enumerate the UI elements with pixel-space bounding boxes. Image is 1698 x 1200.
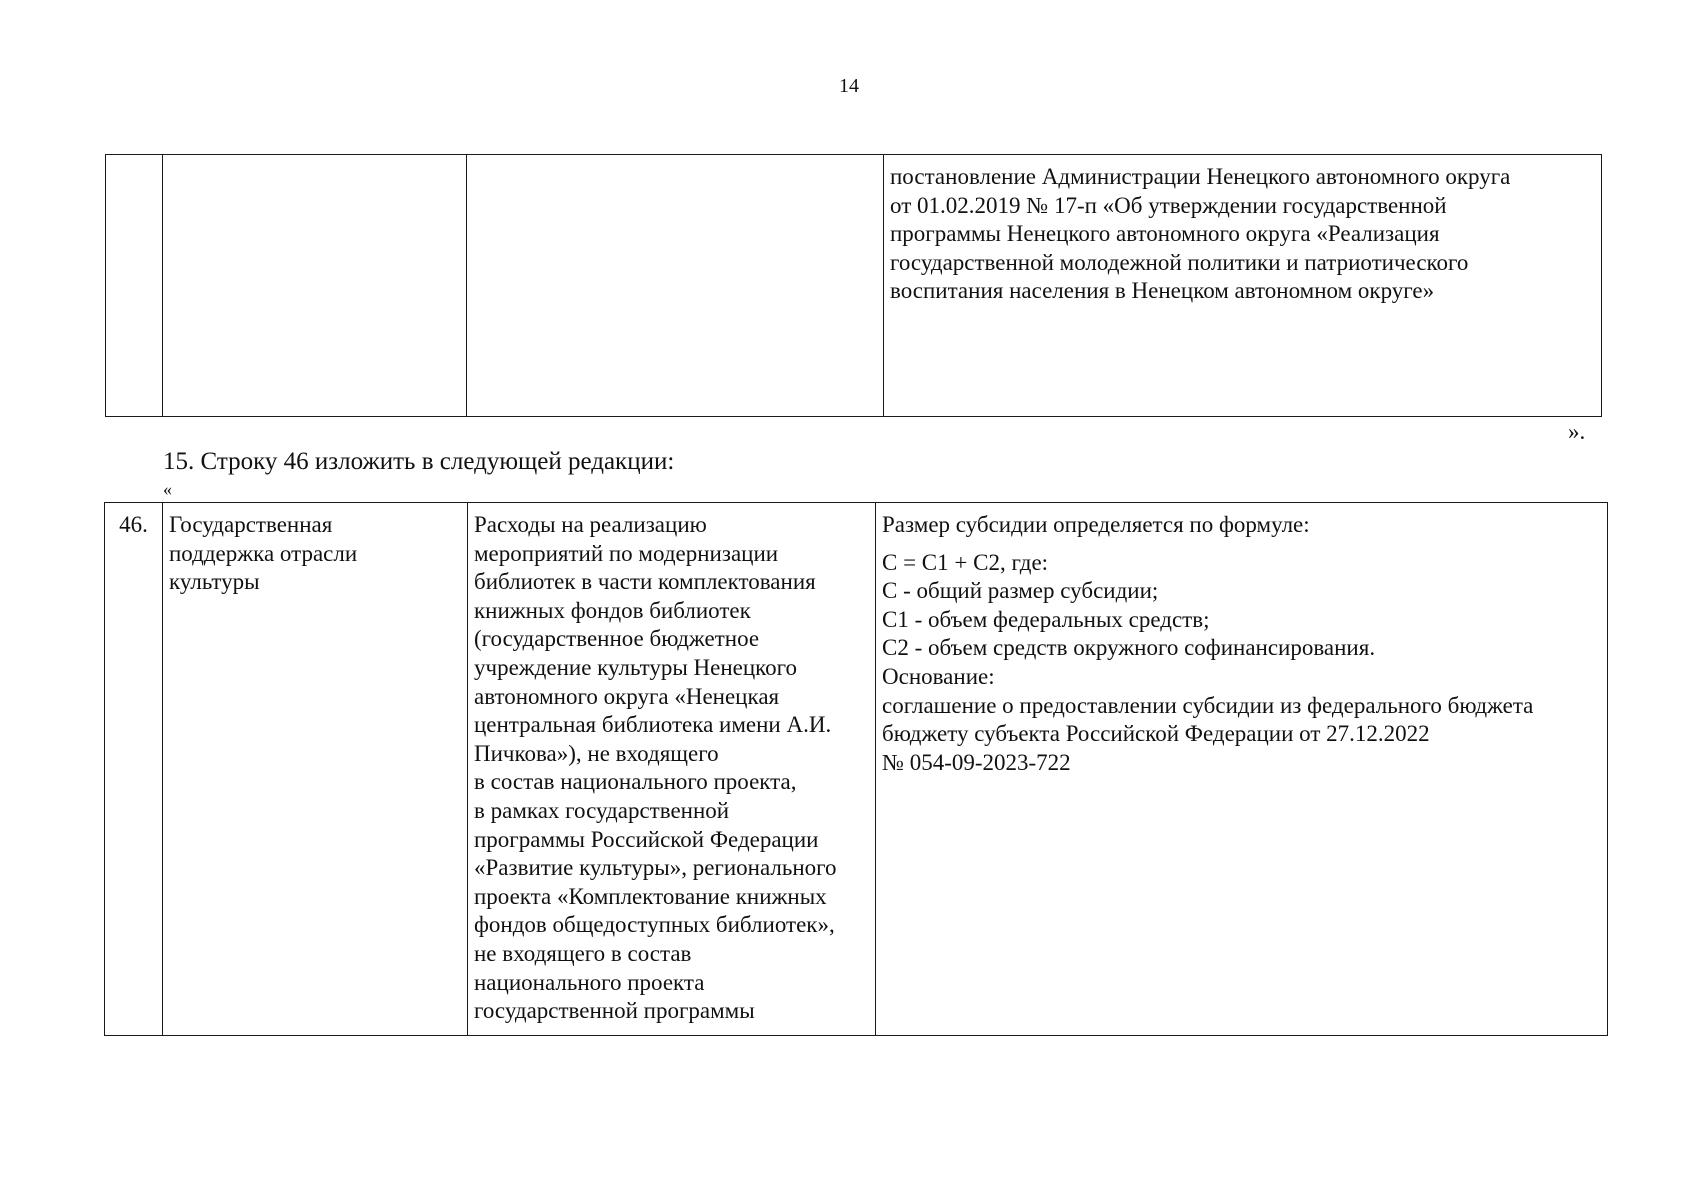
text-line: в рамках государственной bbox=[474, 797, 730, 823]
basis-text: соглашение о предоставлении субсидии из федерального бюджета bbox=[882, 692, 1534, 718]
cell-formula bbox=[876, 503, 1608, 1036]
basis-label: Основание: bbox=[882, 663, 995, 689]
text-line: не входящего в состав bbox=[474, 940, 692, 966]
cell-name bbox=[163, 155, 467, 417]
text-line: постановление Администрации Ненецкого автономного округа bbox=[890, 164, 1511, 189]
cell-description bbox=[467, 155, 884, 417]
basis-text bbox=[884, 155, 1601, 306]
text-line: государственной молодежной политики и патриотического bbox=[890, 249, 1469, 275]
row-46-table bbox=[104, 502, 1608, 1036]
formula-intro: Размер субсидии определяется по формуле: bbox=[882, 512, 1310, 537]
text-line: Пичкова»), не входящего bbox=[474, 740, 719, 766]
cell-description bbox=[468, 503, 876, 1036]
page-number: 14 bbox=[839, 75, 859, 97]
text-line: национального проекта bbox=[474, 969, 705, 995]
agreement-number: № 054-09-2023-722 bbox=[882, 749, 1071, 775]
cell-number bbox=[106, 155, 163, 417]
formula-term-c: С - общий размер субсидии; bbox=[882, 578, 1159, 604]
text-line: мероприятий по модернизации bbox=[474, 540, 779, 566]
continuation-table bbox=[105, 154, 1602, 417]
amendment-instruction: 15. Строку 46 изложить в следующей редакции: bbox=[163, 448, 675, 475]
cell-name bbox=[163, 503, 468, 1036]
subsidy-formula bbox=[876, 503, 1607, 777]
text-line: Расходы на реализацию bbox=[474, 512, 707, 537]
support-name bbox=[163, 503, 467, 597]
closing-quote: ». bbox=[1568, 419, 1586, 444]
text-line: проекта «Комплектование книжных bbox=[474, 883, 827, 909]
text-line: (государственное бюджетное bbox=[474, 626, 760, 652]
expense-description bbox=[468, 503, 875, 1026]
formula-term-c1: С1 - объем федеральных средств; bbox=[882, 606, 1210, 632]
cell-basis bbox=[884, 155, 1602, 417]
basis-text: бюджету субъекта Российской Федерации от 27.12.2022 bbox=[882, 721, 1430, 747]
text-line: Государственная bbox=[169, 512, 333, 537]
text-line: книжных фондов библиотек bbox=[474, 597, 751, 623]
text-line: культуры bbox=[169, 569, 260, 595]
text-line: автономного округа «Ненецкая bbox=[474, 683, 780, 709]
text-line: фондов общедоступных библиотек», bbox=[474, 912, 835, 938]
opening-quote: « bbox=[163, 479, 172, 499]
text-line: «Развитие культуры», регионального bbox=[474, 855, 837, 881]
cell-number bbox=[105, 503, 163, 1036]
text-line: учреждение культуры Ненецкого bbox=[474, 654, 798, 680]
formula-term-c2: С2 - объем средств окружного софинансирования. bbox=[882, 635, 1376, 661]
formula-definition: С = С1 + С2, где: bbox=[882, 549, 1049, 575]
row-number: 46. bbox=[119, 512, 148, 537]
text-line: поддержка отрасли bbox=[169, 540, 358, 566]
table-row bbox=[106, 155, 1602, 417]
text-line: программы Российской Федерации bbox=[474, 826, 819, 852]
text-line: воспитания населения в Ненецком автономном округе» bbox=[890, 278, 1435, 304]
formula-spacer bbox=[882, 540, 1601, 549]
text-line: в состав национального проекта, bbox=[474, 769, 797, 795]
text-line: от 01.02.2019 № 17-п «Об утверждении государственной bbox=[890, 192, 1447, 218]
text-line: центральная библиотека имени А.И. bbox=[474, 712, 832, 738]
table-row bbox=[105, 503, 1608, 1036]
text-line: программы Ненецкого автономного округа «Реализация bbox=[890, 221, 1440, 247]
text-line: библиотек в части комплектования bbox=[474, 569, 816, 595]
text-line: государственной программы bbox=[474, 998, 755, 1024]
